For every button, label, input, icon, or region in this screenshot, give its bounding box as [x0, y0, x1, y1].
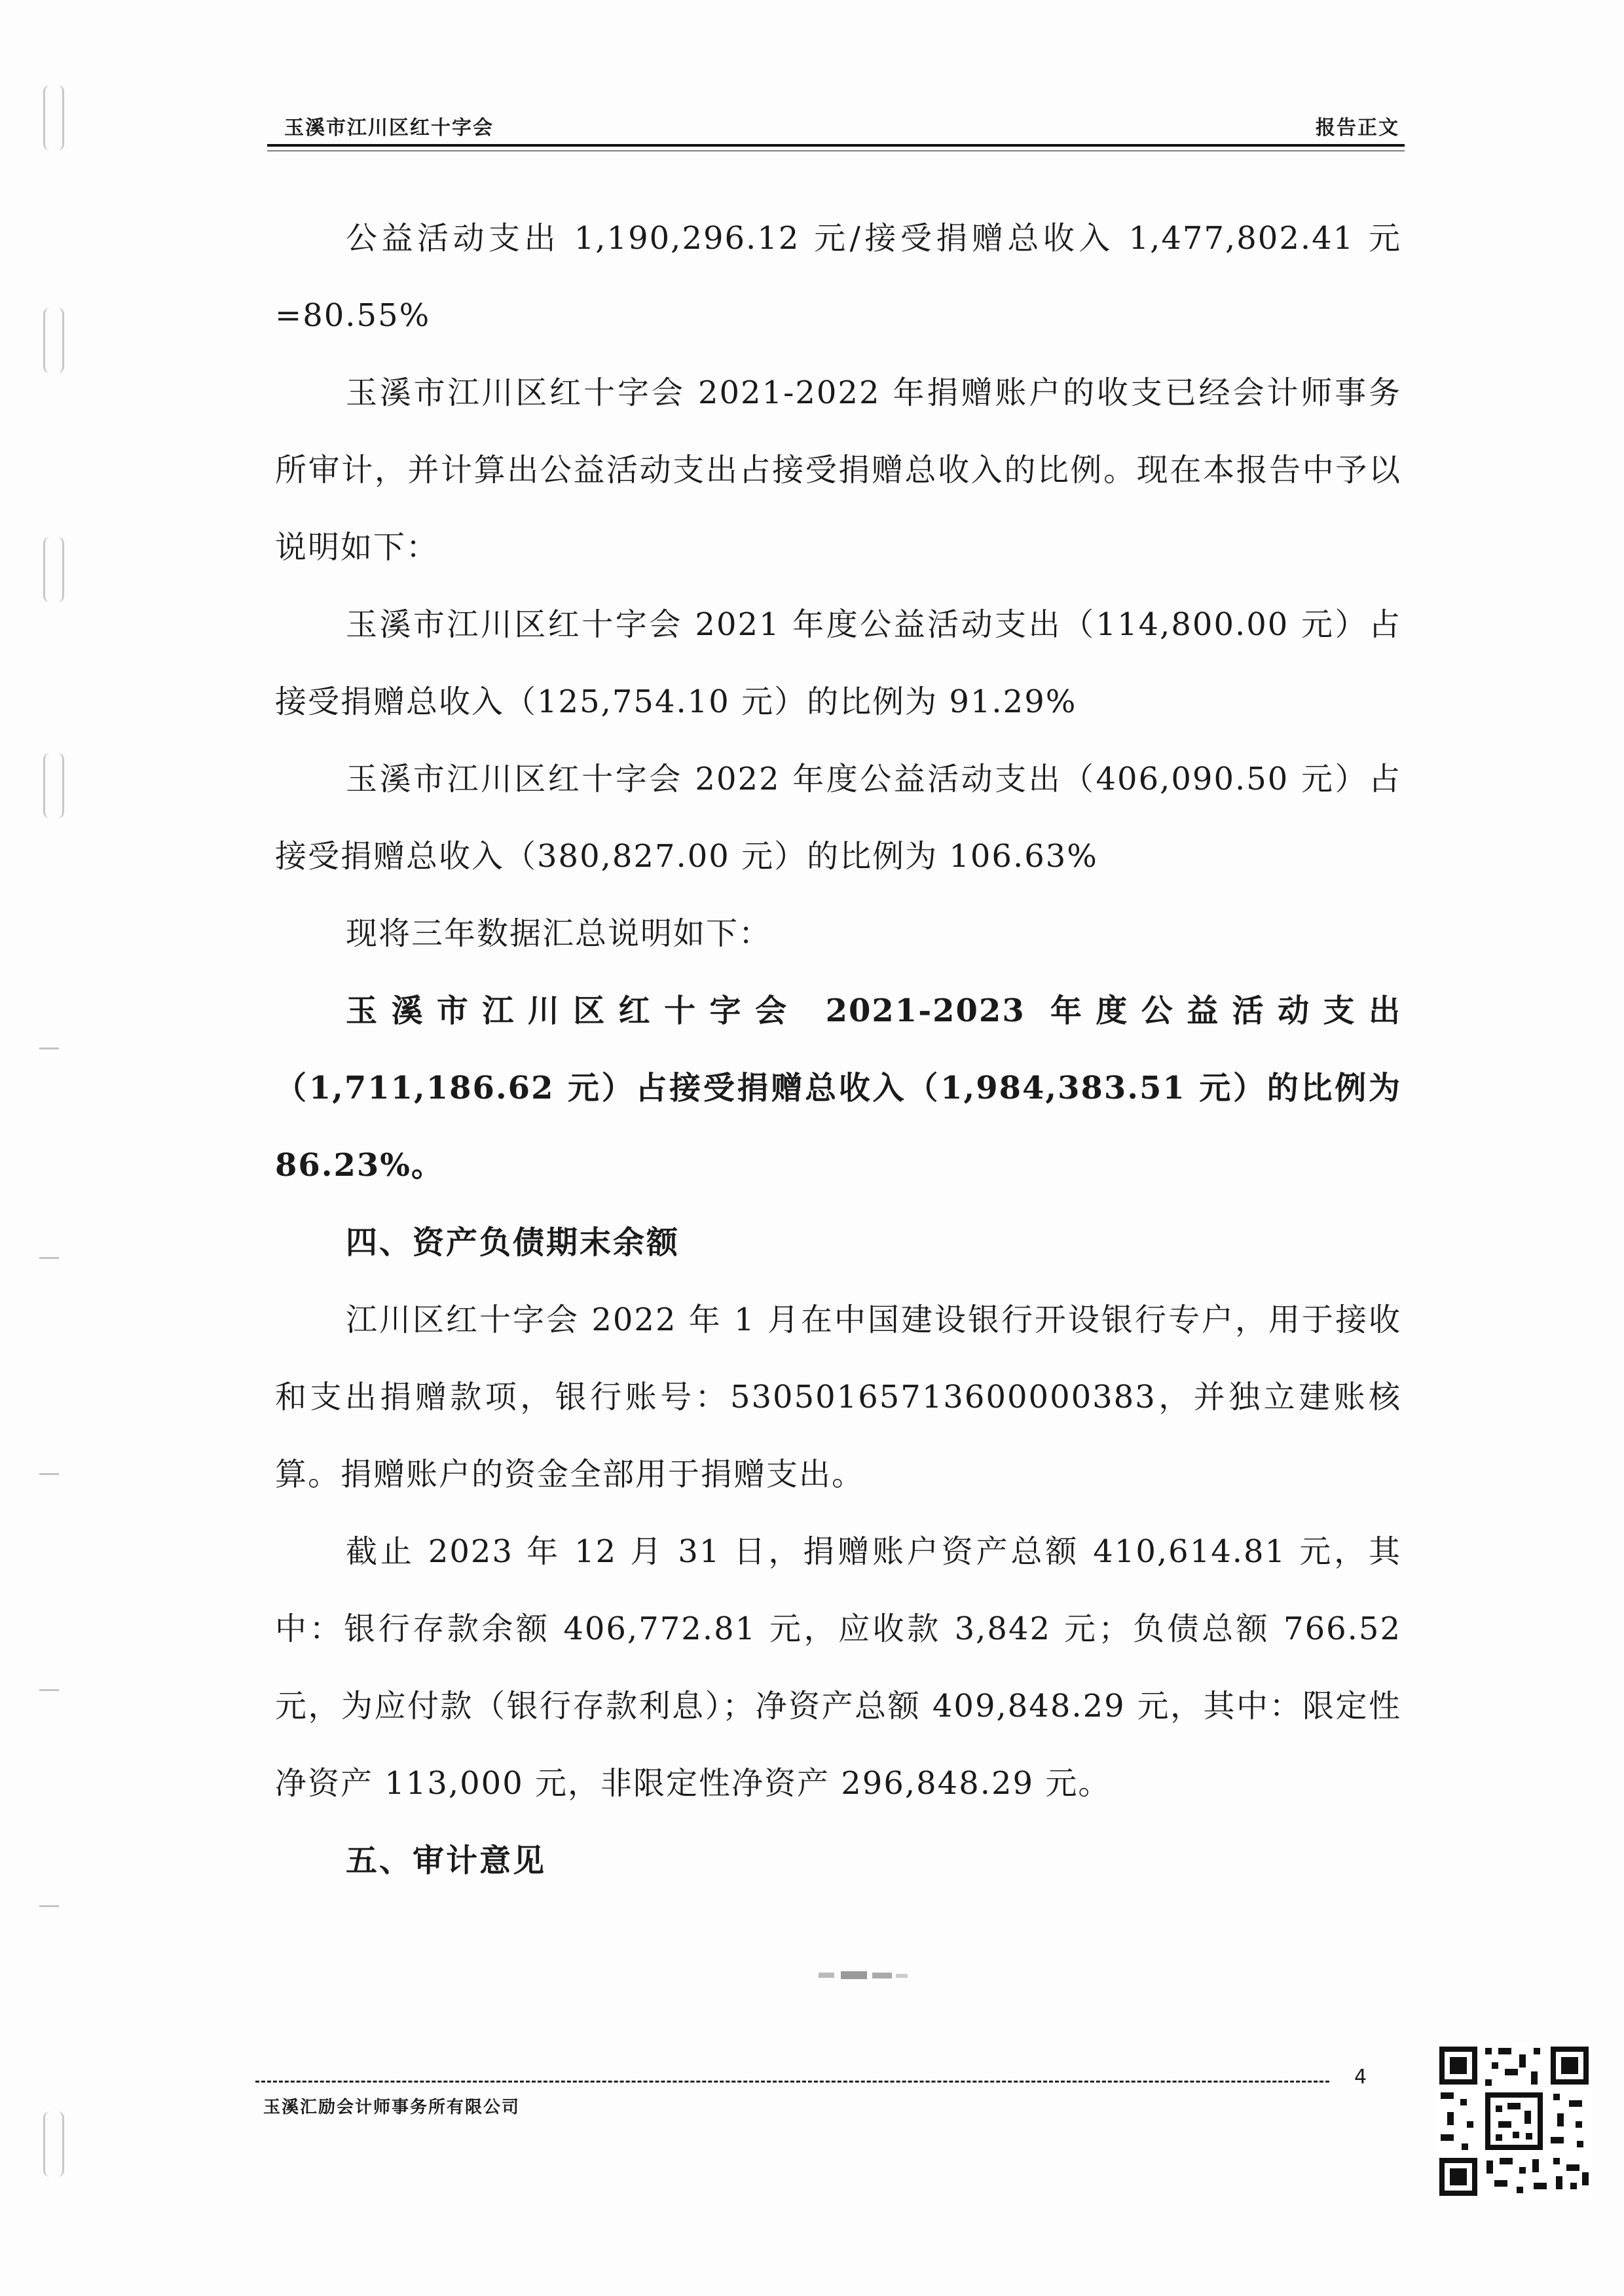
header-organization: 玉溪市江川区红十字会 [284, 117, 494, 139]
summary-intro: 现将三年数据汇总说明如下： [346, 915, 772, 952]
binding-mark [43, 308, 64, 373]
binding-tick [39, 1048, 59, 1049]
scan-smudge [819, 1967, 910, 1983]
bank-account-paragraph: 江川区红十字会 2022 年 1 月在中国建设银行开设银行专户，用于接收和支出捐赠款项，银行账号：53050165713600000383，并独立建账核算。捐赠账户的资金全部用于捐赠支出。 [275, 1302, 1401, 1493]
footer-rule [255, 2081, 1329, 2083]
binding-tick [39, 1905, 59, 1907]
audit-intro: 玉溪市江川区红十字会 2021-2022 年捐赠账户的收支已经会计师事务所审计，并计算出公益活动支出占接受捐赠总收入的比例。现在本报告中予以说明如下： [275, 374, 1401, 566]
binding-tick [39, 1257, 59, 1259]
report-body [275, 200, 1401, 1899]
binding-mark [43, 537, 64, 602]
header-rule [267, 144, 1405, 151]
page-number: 4 [1354, 2066, 1367, 2088]
balance-paragraph: 截止 2023 年 12 月 31 日，捐赠账户资产总额 410,614.81 元，其中：银行存款余额 406,772.81 元，应收款 3,842 元；负债总额 766.52 元，为应付款（银行存款利息）；净资产总额 409,848.29 元，其中：限定性净资产 113,000 元，非限定性净资产 296,848.29 元。 [275, 1533, 1401, 1802]
section-4-title: 四、资产负债期末余额 [346, 1224, 680, 1261]
running-header [267, 111, 1405, 144]
binding-mark [43, 85, 64, 151]
section-5-title: 五、审计意见 [346, 1842, 547, 1879]
ratio-formula: 公益活动支出 1,190,296.12 元/接受捐赠总收入 1,477,802.41 元=80.55% [275, 220, 1401, 334]
binding-tick [39, 1473, 59, 1475]
ratio-summary: 玉溪市江川区红十字会 2021-2023 年度公益活动支出（1,711,186.62 元）占接受捐赠总收入（1,984,383.51 元）的比例为 86.23%。 [275, 993, 1401, 1184]
binding-mark [43, 753, 64, 818]
footer-firm-name: 玉溪汇励会计师事务所有限公司 [263, 2098, 521, 2117]
binding-mark [43, 2111, 64, 2177]
binding-tick [39, 1689, 59, 1691]
qr-code-icon [1435, 2043, 1593, 2200]
header-report-label: 报告正文 [1316, 117, 1399, 139]
ratio-2021: 玉溪市江川区红十字会 2021 年度公益活动支出（114,800.00 元）占接受捐赠总收入（125,754.10 元）的比例为 91.29% [275, 606, 1401, 720]
ratio-2022: 玉溪市江川区红十字会 2022 年度公益活动支出（406,090.50 元）占接受捐赠总收入（380,827.00 元）的比例为 106.63% [275, 761, 1401, 875]
